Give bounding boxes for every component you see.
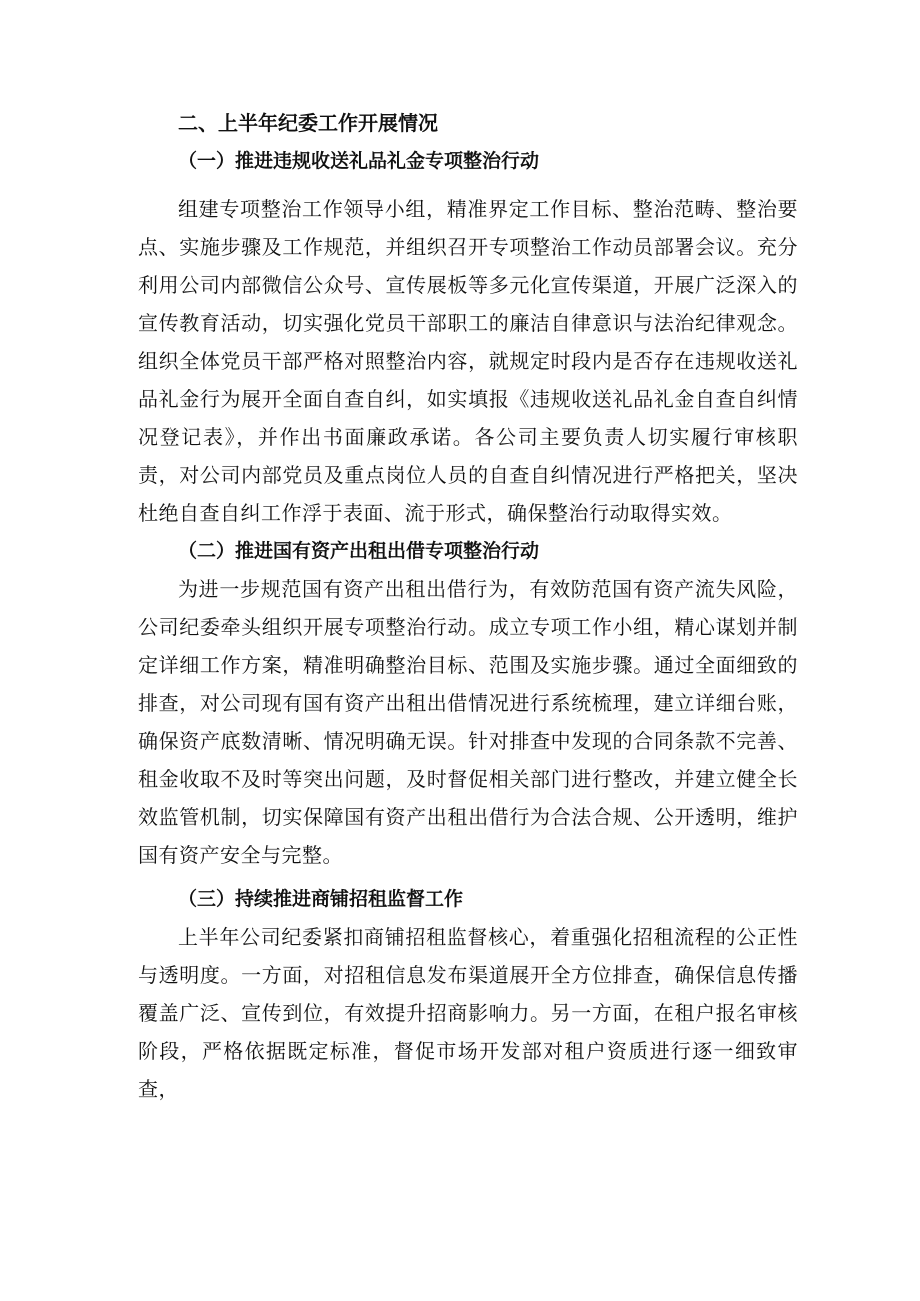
section-body-3: 上半年公司纪委紧扣商铺招租监督核心，着重强化招租流程的公正性与透明度。一方面，对招租信息发布渠道展开全方位排查，确保信息传播覆盖广泛、宣传到位，有效提升招商影响力。另一方面，在租户报名审核阶段，严格依据既定标准，督促市场开发部对租户资质进行逐一细致审查， (138, 925, 798, 1101)
section-body-1: 组建专项整治工作领导小组，精准界定工作目标、整治范畴、整治要点、实施步骤及工作规范，并组织召开专项整治工作动员部署会议。充分利用公司内部微信公众号、宣传展板等多元化宣传渠道，开展广泛深入的宣传教育活动，切实强化党员干部职工的廉洁自律意识与法治纪律观念。组织全体党员干部严格对照整治内容，就规定时段内是否存在违规收送礼品礼金行为展开全面自查自纠，如实填报《违规收送礼品礼金自查自纠情况登记表》，并作出书面廉政承诺。各公司主要负责人切实履行审核职责，对公司内部党员及重点岗位人员的自查自纠情况进行严格把关，坚决杜绝自查自纠工作浮于表面、流于形式，确保整治行动取得实效。 (138, 197, 798, 525)
section-title-1: （一）推进违规收送礼品礼金专项整治行动 (178, 150, 540, 172)
document-content (138, 104, 798, 1108)
section-body-2: 为进一步规范国有资产出租出借行为，有效防范国有资产流失风险，公司纪委牵头组织开展专项整治行动。成立专项工作小组，精心谋划并制定详细工作方案，精准明确整治目标、范围及实施步骤。通过全面细致的排查，对公司现有国有资产出租出借情况进行系统梳理，建立详细台账，确保资产底数清晰、情况明确无误。针对排查中发现的合同条款不完善、租金收取不及时等突出问题，及时督促相关部门进行整改，并建立健全长效监管机制，切实保障国有资产出租出借行为合法合规、公开透明，维护国有资产安全与完整。 (138, 577, 798, 867)
section-title-3: （三）持续推进商铺招租监督工作 (178, 888, 464, 910)
main-heading: 二、上半年纪委工作开展情况 (178, 111, 438, 135)
section-title-2: （二）推进国有资产出租出借专项整治行动 (178, 540, 540, 562)
